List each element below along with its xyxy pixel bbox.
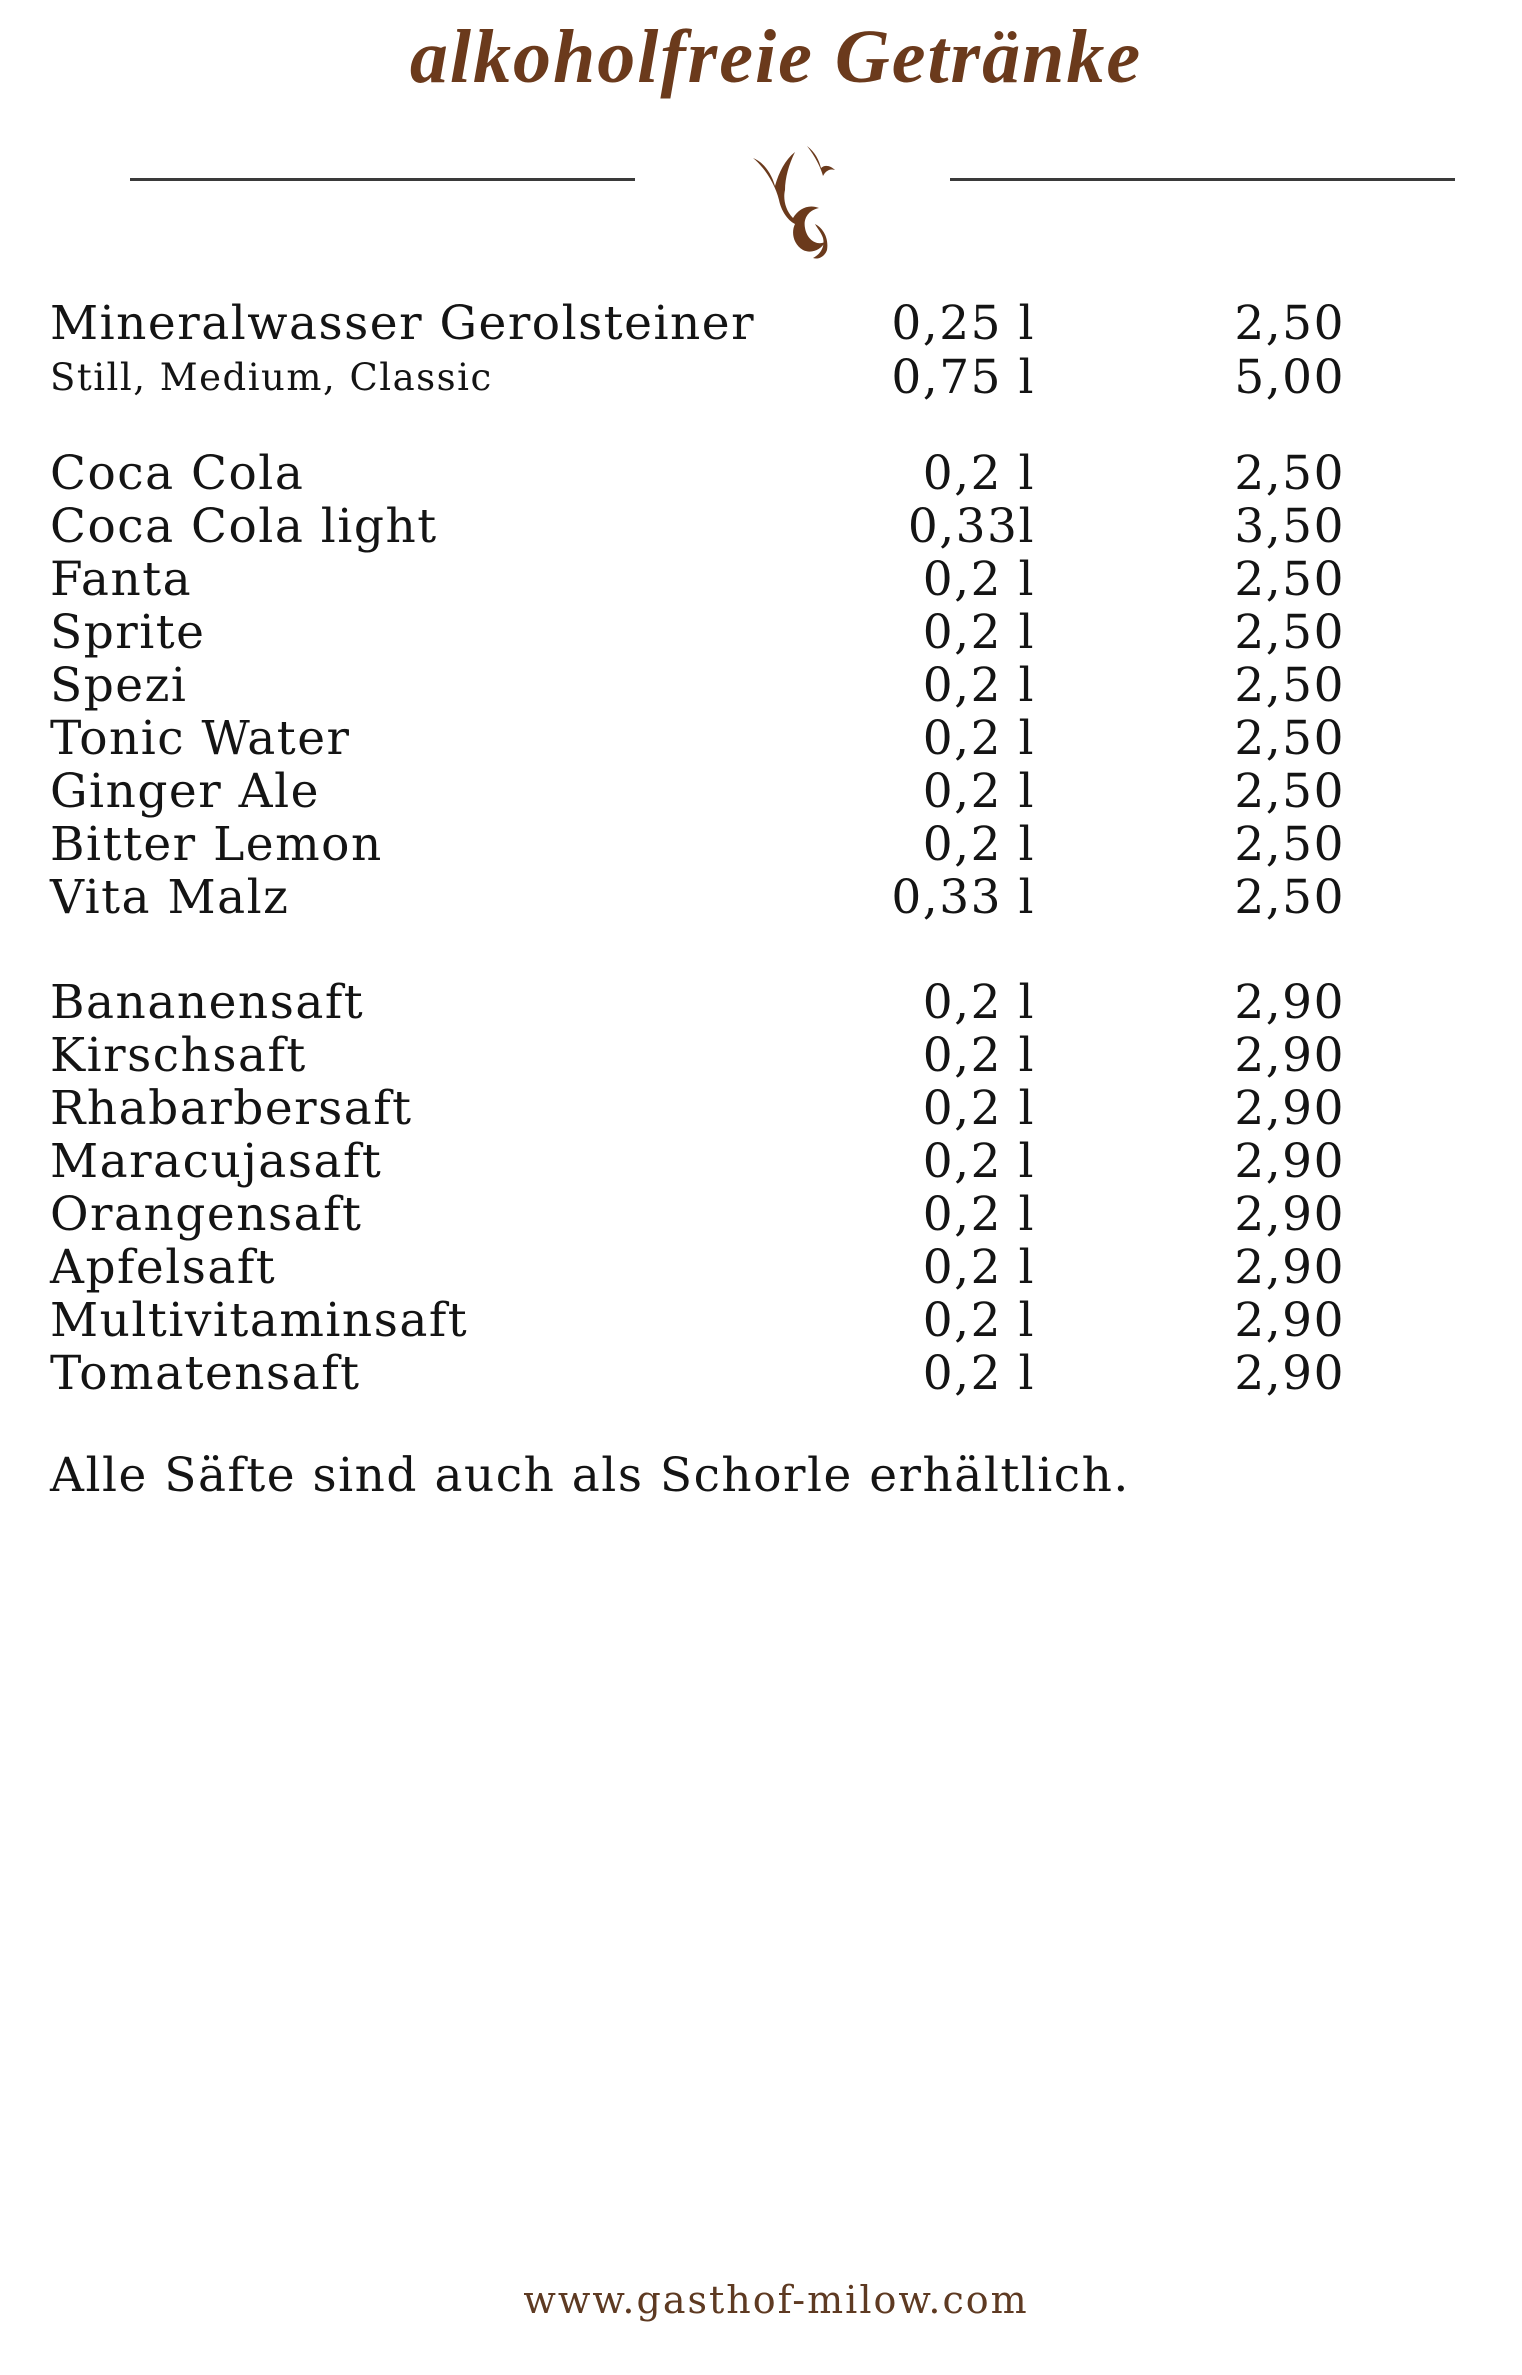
list-item	[0, 499, 1522, 553]
list-item	[0, 817, 1522, 871]
item-name: Coca Cola light	[50, 499, 438, 554]
list-item	[0, 1293, 1522, 1347]
item-price: 2,50	[1234, 296, 1345, 351]
item-volume: 0,2 l	[922, 1240, 1035, 1295]
item-price: 2,50	[1234, 764, 1345, 819]
item-price: 2,90	[1234, 1081, 1345, 1136]
item-price: 2,50	[1234, 870, 1345, 925]
list-item	[0, 1081, 1522, 1135]
list-item	[0, 605, 1522, 659]
item-volume: 0,75 l	[891, 350, 1035, 405]
item-volume: 0,2 l	[922, 1081, 1035, 1136]
item-volume: 0,2 l	[922, 817, 1035, 872]
list-item	[0, 552, 1522, 606]
item-price: 2,90	[1234, 1240, 1345, 1295]
item-volume: 0,33l	[907, 499, 1035, 554]
item-price: 2,50	[1234, 552, 1345, 607]
item-price: 2,90	[1234, 1028, 1345, 1083]
item-price: 3,50	[1234, 499, 1345, 554]
divider-left	[130, 178, 635, 181]
item-volume: 0,2 l	[922, 1134, 1035, 1189]
item-price: 2,50	[1234, 446, 1345, 501]
item-price: 2,90	[1234, 975, 1345, 1030]
list-item	[0, 296, 1522, 350]
item-volume: 0,2 l	[922, 1293, 1035, 1348]
list-item	[0, 446, 1522, 500]
item-name: Kirschsaft	[50, 1028, 307, 1083]
item-price: 2,50	[1234, 817, 1345, 872]
item-volume: 0,2 l	[922, 711, 1035, 766]
list-item	[0, 1346, 1522, 1400]
list-item	[0, 1240, 1522, 1294]
swan-emblem-icon	[745, 138, 855, 263]
item-volume: 0,33 l	[891, 870, 1035, 925]
item-name: Vita Malz	[50, 870, 290, 925]
item-price: 2,90	[1234, 1134, 1345, 1189]
item-volume: 0,2 l	[922, 975, 1035, 1030]
item-price: 2,50	[1234, 605, 1345, 660]
item-name: Tomatensaft	[50, 1346, 361, 1401]
item-name: Coca Cola	[50, 446, 305, 501]
schorle-note: Alle Säfte sind auch als Schorle erhältlich.	[50, 1448, 1130, 1503]
item-name: Ginger Ale	[50, 764, 320, 819]
item-price: 2,90	[1234, 1346, 1345, 1401]
item-price: 2,50	[1234, 658, 1345, 713]
list-item	[0, 1028, 1522, 1082]
item-name: Orangensaft	[50, 1187, 363, 1242]
item-price: 2,90	[1234, 1293, 1345, 1348]
divider-right	[950, 178, 1455, 181]
list-item	[0, 658, 1522, 712]
item-volume: 0,2 l	[922, 605, 1035, 660]
item-name: Bananensaft	[50, 975, 365, 1030]
item-volume: 0,2 l	[922, 446, 1035, 501]
item-name: Bitter Lemon	[50, 817, 383, 872]
item-name: Multivitaminsaft	[50, 1293, 469, 1348]
list-item	[0, 711, 1522, 765]
item-name: Apfelsaft	[50, 1240, 277, 1295]
footer-website-link[interactable]: www.gasthof-milow.com	[523, 2278, 1029, 2322]
item-name: Mineralwasser Gerolsteiner	[50, 296, 756, 351]
item-name: Still, Medium, Classic	[50, 356, 493, 399]
list-item	[0, 870, 1522, 924]
item-name: Maracujasaft	[50, 1134, 383, 1189]
item-volume: 0,2 l	[922, 1187, 1035, 1242]
item-price: 2,50	[1234, 711, 1345, 766]
item-price: 5,00	[1234, 350, 1345, 405]
item-volume: 0,2 l	[922, 1028, 1035, 1083]
item-volume: 0,25 l	[891, 296, 1035, 351]
item-name: Sprite	[50, 605, 206, 660]
item-volume: 0,2 l	[922, 658, 1035, 713]
list-item	[0, 1187, 1522, 1241]
item-volume: 0,2 l	[922, 1346, 1035, 1401]
item-name: Rhabarbersaft	[50, 1081, 413, 1136]
item-volume: 0,2 l	[922, 764, 1035, 819]
item-name: Tonic Water	[50, 711, 351, 766]
item-price: 2,90	[1234, 1187, 1345, 1242]
list-item	[0, 350, 1522, 404]
list-item	[0, 975, 1522, 1029]
list-item	[0, 1134, 1522, 1188]
item-name: Spezi	[50, 658, 188, 713]
page-title: alkoholfreie Getränke	[409, 15, 1143, 99]
list-item	[0, 764, 1522, 818]
item-name: Fanta	[50, 552, 193, 607]
item-volume: 0,2 l	[922, 552, 1035, 607]
